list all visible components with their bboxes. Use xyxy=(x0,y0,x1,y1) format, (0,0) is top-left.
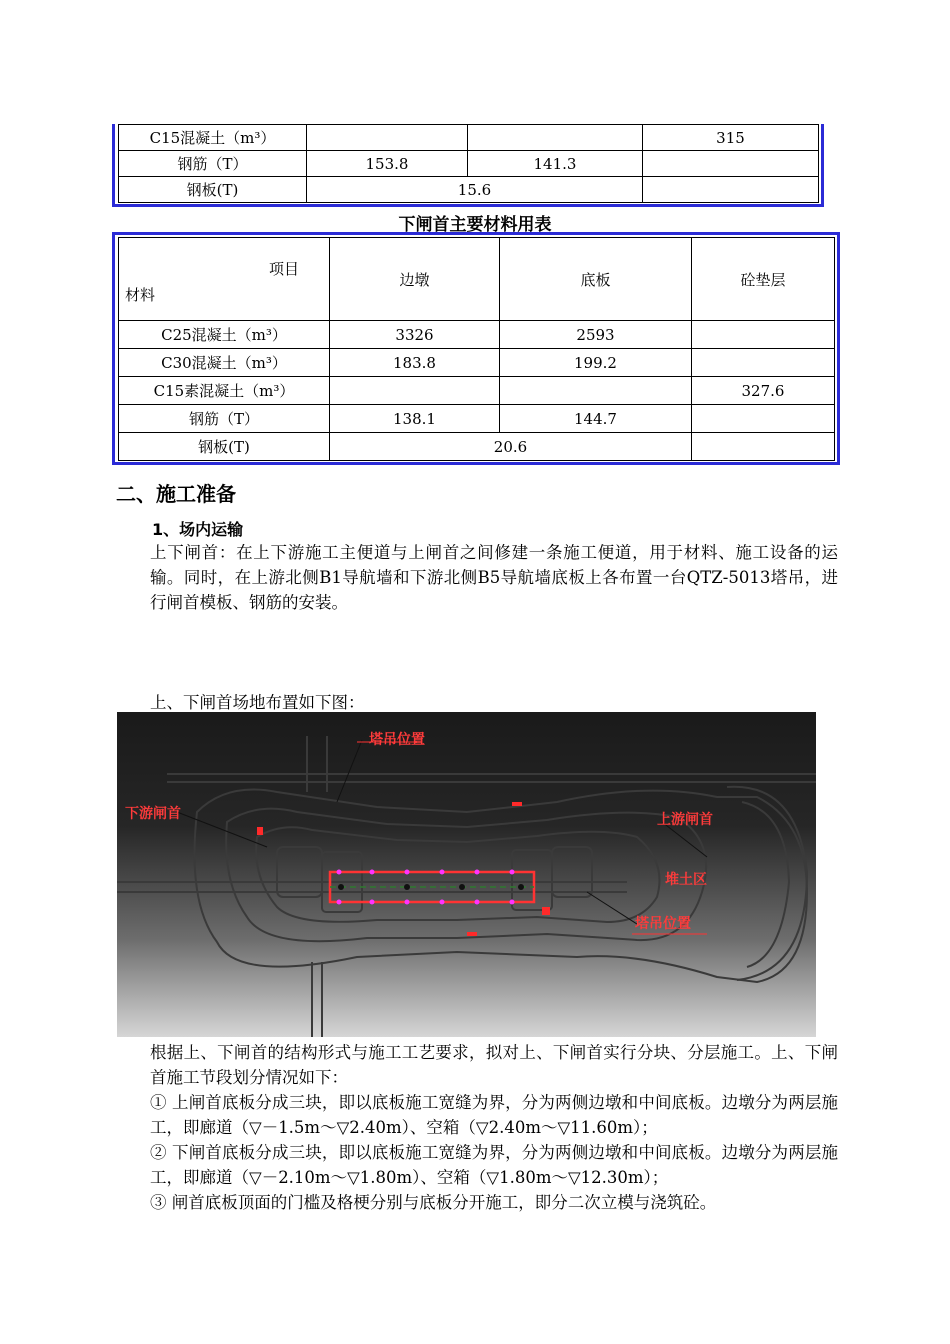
materials-table-lower xyxy=(118,237,835,461)
table-row xyxy=(119,321,835,349)
cell: 183.8 xyxy=(330,349,500,377)
row-label: 钢筋（T） xyxy=(119,405,330,433)
row-label: C25混凝土（m³） xyxy=(119,321,330,349)
cell xyxy=(692,321,835,349)
cell xyxy=(500,377,692,405)
subsection-heading: 1、场内运输 xyxy=(152,520,244,539)
list-item: ③ 闸首底板顶面的门槛及格梗分别与底板分开施工，即分二次立模与浇筑砼。 xyxy=(150,1193,717,1212)
table-row xyxy=(119,177,819,203)
section-heading: 二、施工准备 xyxy=(116,482,236,506)
site-layout-figure xyxy=(117,712,816,1037)
label-upstream-gate: 上游闸首 xyxy=(657,812,713,828)
cell: 138.1 xyxy=(330,405,500,433)
merged-cell: 20.6 xyxy=(330,433,692,461)
paragraph-transport xyxy=(116,540,838,615)
table-row xyxy=(119,151,819,177)
cell: 327.6 xyxy=(692,377,835,405)
list-item: ② 下闸首底板分成三块，即以底板施工宽缝为界，分为两侧边墩和中间底板。边墩分为两层施工，即廊道（▽－2.10m～▽1.80m）、空箱（▽1.80m～▽12.30m）； xyxy=(150,1143,838,1187)
cell: 153.8 xyxy=(307,151,468,177)
table-row xyxy=(119,125,819,151)
column-header: 砼垫层 xyxy=(692,238,835,321)
table-header-row xyxy=(119,238,835,321)
header-corner-top: 项目 xyxy=(268,260,299,278)
cell: 144.7 xyxy=(500,405,692,433)
row-label: C30混凝土（m³） xyxy=(119,349,330,377)
label-crane-top: 塔吊位置 xyxy=(369,732,425,748)
merged-cell: 15.6 xyxy=(307,177,643,203)
cell: 315 xyxy=(643,125,819,151)
table-row xyxy=(119,349,835,377)
figure-intro-text: 上、下闸首场地布置如下图： xyxy=(150,693,365,712)
cell: 3326 xyxy=(330,321,500,349)
row-label: 钢筋（T） xyxy=(119,151,307,177)
cell xyxy=(643,177,819,203)
row-label: C15混凝土（m³） xyxy=(119,125,307,151)
cell xyxy=(330,377,500,405)
site-layout-drawing xyxy=(117,712,816,1037)
paragraph-stages xyxy=(116,1040,838,1215)
cell xyxy=(643,151,819,177)
row-label: 钢板(T) xyxy=(119,177,307,203)
cell xyxy=(692,349,835,377)
paragraph-text: 上下闸首：在上下游施工主便道与上闸首之间修建一条施工便道，用于材料、施工设备的运输。同时，在上游北侧B1导航墙和下游北侧B5导航墙底板上各布置一台QTZ-5013塔吊，进行闸首模板、钢筋的安装。 xyxy=(150,543,838,612)
table2-title: 下闸首主要材料用表 xyxy=(398,215,552,235)
cell xyxy=(307,125,468,151)
column-header: 底板 xyxy=(500,238,692,321)
row-label: C15素混凝土（m³） xyxy=(119,377,330,405)
table-row xyxy=(119,433,835,461)
list-item: ① 上闸首底板分成三块，即以底板施工宽缝为界，分为两侧边墩和中间底板。边墩分为两层施工，即廊道（▽－1.5m～▽2.40m）、空箱（▽2.40m～▽11.60m）； xyxy=(150,1093,838,1137)
cell xyxy=(692,433,835,461)
materials-table-upper xyxy=(118,124,819,203)
cell xyxy=(692,405,835,433)
cell: 2593 xyxy=(500,321,692,349)
label-fill-area: 堆土区 xyxy=(665,872,707,888)
label-crane-bottom: 塔吊位置 xyxy=(635,916,691,932)
cell xyxy=(468,125,643,151)
row-label: 钢板(T) xyxy=(119,433,330,461)
cell: 199.2 xyxy=(500,349,692,377)
header-corner-cell xyxy=(119,238,330,321)
header-corner-bottom: 材料 xyxy=(125,286,156,304)
paragraph-text: 根据上、下闸首的结构形式与施工工艺要求，拟对上、下闸首实行分块、分层施工。上、下闸首施工节段划分情况如下： xyxy=(150,1043,838,1087)
table-row xyxy=(119,405,835,433)
cell: 141.3 xyxy=(468,151,643,177)
column-header: 边墩 xyxy=(330,238,500,321)
table-row xyxy=(119,377,835,405)
label-downstream-gate: 下游闸首 xyxy=(125,806,181,822)
